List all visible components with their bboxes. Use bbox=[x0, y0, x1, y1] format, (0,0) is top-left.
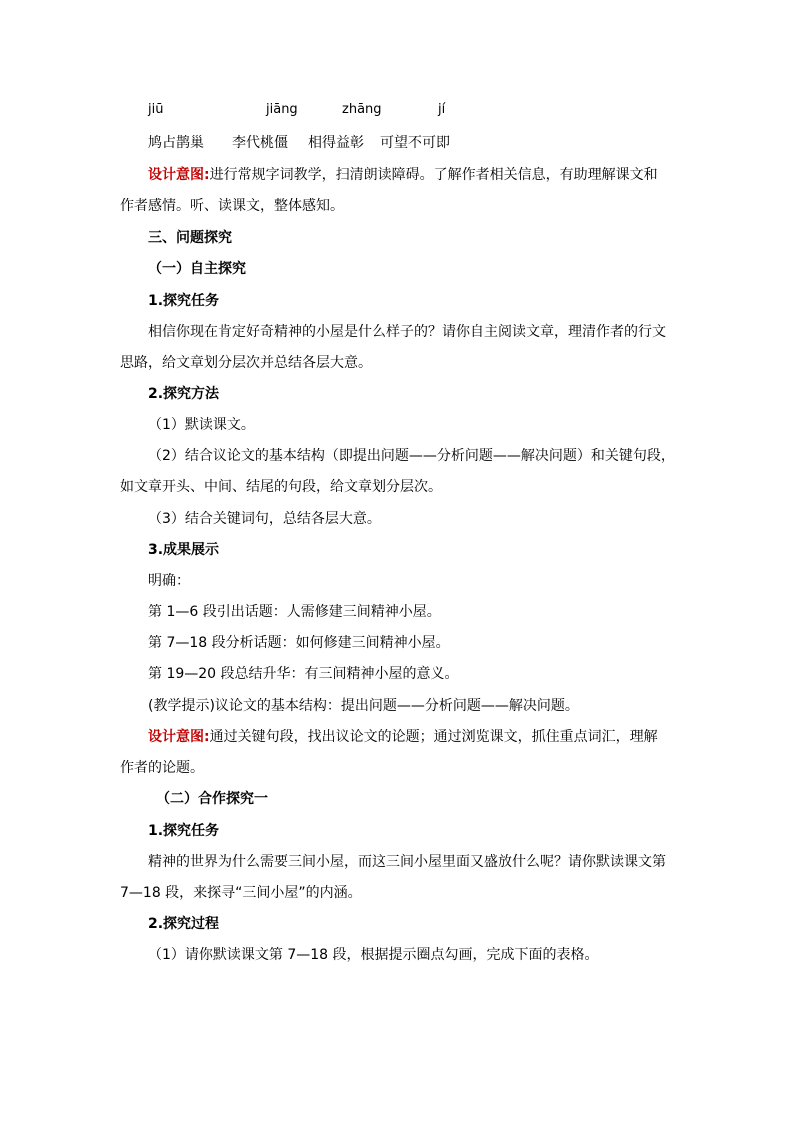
result-paragraph: 第 7—18 段分析话题：如何修建三间精神小屋。 bbox=[148, 635, 450, 651]
vocab-word: 可望不可即 bbox=[380, 135, 450, 151]
subsection-heading: （一）自主探究 bbox=[148, 261, 246, 277]
section-heading: 三、问题探究 bbox=[148, 230, 232, 246]
design-intent-label: 设计意图: bbox=[148, 729, 210, 745]
design-intent-2-cont: 作者的论题。 bbox=[120, 760, 204, 776]
task-title: 1.探究任务 bbox=[148, 293, 220, 309]
task-text: 精神的世界为什么需要三间小屋，而这三间小屋里面又盛放什么呢？请你默读课文第 bbox=[148, 854, 666, 870]
design-intent-1 bbox=[148, 165, 658, 185]
design-intent-2 bbox=[148, 727, 658, 747]
task-title: 1.探究任务 bbox=[148, 823, 220, 839]
task-text: 相信你现在肯定好奇精神的小屋是什么样子的？请你自主阅读文章，理清作者的行文 bbox=[148, 324, 666, 340]
process-step: （1）请你默读课文第 7—18 段，根据提示圈点勾画，完成下面的表格。 bbox=[148, 947, 599, 963]
pinyin-jiu: jiū bbox=[148, 102, 164, 117]
subsection-heading: （二）合作探究一 bbox=[156, 791, 268, 807]
design-intent-text: 通过关键句段，找出议论文的论题；通过浏览课文，抓住重点词汇，理解 bbox=[209, 729, 658, 745]
design-intent-text: 进行常规字词教学，扫清朗读障碍。了解作者相关信息，有助理解课文和 bbox=[209, 167, 658, 183]
method-step: （2）结合议论文的基本结构（即提出问题——分析问题——解决问题）和关键句段， bbox=[148, 448, 675, 464]
result-paragraph: 第 19—20 段总结升华：有三间精神小屋的意义。 bbox=[148, 666, 459, 682]
vocab-word: 相得益彰 bbox=[308, 135, 364, 151]
vocab-word: 李代桃僵 bbox=[232, 135, 288, 151]
result-title: 3.成果展示 bbox=[148, 542, 220, 558]
process-title: 2.探究过程 bbox=[148, 916, 220, 932]
pinyin-ji: jí bbox=[438, 102, 446, 117]
teaching-tip: (教学提示)议论文的基本结构：提出问题——分析问题——解决问题。 bbox=[148, 698, 579, 714]
result-clear: 明确： bbox=[148, 573, 190, 589]
pinyin-zhang: zhāng bbox=[342, 102, 382, 117]
result-paragraph: 第 1—6 段引出话题：人需修建三间精神小屋。 bbox=[148, 604, 441, 620]
task-text-cont: 思路，给文章划分层次并总结各层大意。 bbox=[120, 355, 372, 371]
design-intent-1-cont: 作者感情。听、读课文，整体感知。 bbox=[120, 198, 344, 214]
design-intent-label: 设计意图: bbox=[148, 167, 210, 183]
pinyin-jiang: jiāng bbox=[266, 102, 298, 117]
method-title: 2.探究方法 bbox=[148, 386, 220, 402]
method-step: （3）结合关键词句，总结各层大意。 bbox=[148, 511, 381, 527]
method-step: （1）默读课文。 bbox=[148, 417, 255, 433]
task-text-cont: 7—18 段，来探寻“三间小屋”的内涵。 bbox=[120, 885, 362, 901]
vocab-word: 鸠占鹊巢 bbox=[148, 135, 204, 151]
method-step-cont: 如文章开头、中间、结尾的句段，给文章划分层次。 bbox=[120, 479, 442, 495]
